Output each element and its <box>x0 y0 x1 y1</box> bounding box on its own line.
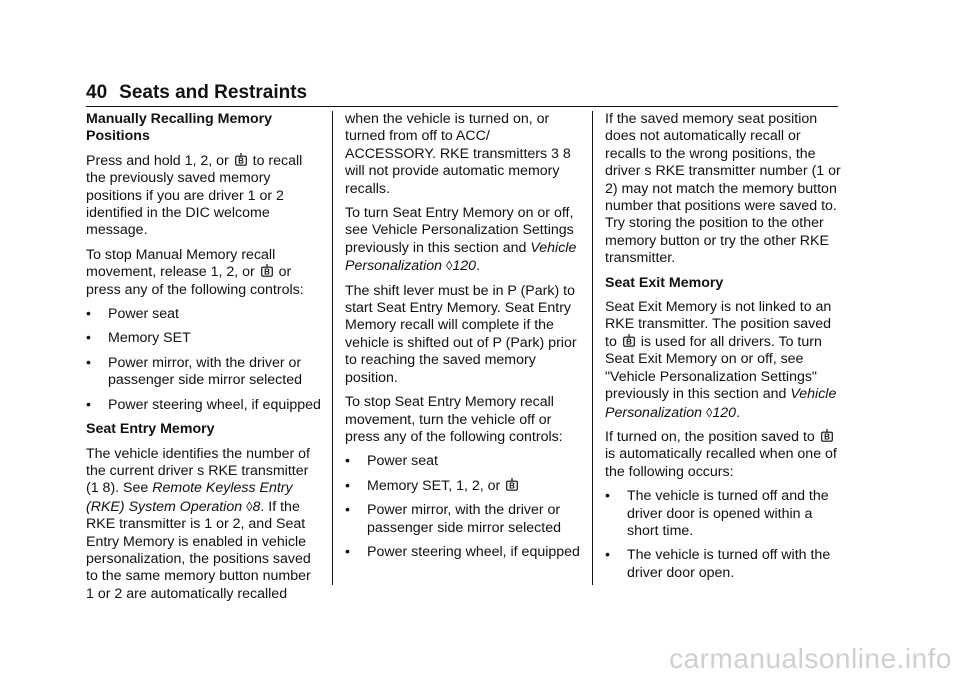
column-divider-2 <box>592 111 593 585</box>
paragraph <box>605 429 841 481</box>
bullet-dot: • <box>605 488 610 505</box>
list-item <box>605 547 841 582</box>
header-title <box>86 82 838 104</box>
svg-text:B: B <box>625 337 632 347</box>
paragraph: To stop Seat Entry Memory recall movement, turn the vehicle off or press any of the following controls: <box>345 394 563 445</box>
text: To stop Manual Memory recall movement, release 1, 2, or <box>86 246 276 281</box>
list-item-text: Power mirror, with the driver or passenger side mirror selected <box>367 502 561 536</box>
paragraph: The shift lever must be in P (Park) to start Seat Entry Memory. Seat Entry Memory recall will complete if the vehicle is shifted out of P (Park) prior to reaching the saved memory position. <box>345 282 577 386</box>
bullet-dot: • <box>86 306 91 323</box>
section-title: Seats and Restraints <box>119 82 308 103</box>
text: To turn Seat Entry Memory on or off, see Vehicle Personalization Settings previously in this section and <box>345 205 574 256</box>
svg-text:B: B <box>263 267 270 277</box>
page-number: 40 <box>86 82 108 103</box>
text: is used for all drivers. To turn Seat Exit Memory on or off, see "Vehicle Personalization Settings" previously in this section and <box>605 333 822 403</box>
list-item <box>345 544 583 561</box>
list-item <box>86 330 322 347</box>
page-reference[interactable]: 120 <box>712 404 737 421</box>
cross-reference-link[interactable]: Remote Keyless Entry (RKE) System Operation <box>86 480 293 515</box>
paragraph <box>86 247 322 299</box>
paragraph: when the vehicle is turned on, or turned from off to ACC/ ACCESSORY. RKE transmitters 3 8 will not provide automatic memory recalls. <box>345 111 571 197</box>
page-ref-arrow-icon: ◊ <box>705 404 713 420</box>
bullet-dot: • <box>86 330 91 347</box>
text: or press any of the following controls: <box>86 264 304 298</box>
paragraph: To turn Seat Entry Memory on or off, see Vehicle Personalization Settings previously in this section and Vehicle Personalization ◊120. <box>345 205 577 275</box>
text: to recall the previously saved memory positions if you are driver 1 or 2 identified in the DIC welcome message. <box>86 152 303 239</box>
list-item <box>86 306 322 323</box>
bullet-dot: • <box>345 543 350 560</box>
svg-text:B: B <box>823 432 830 442</box>
list-item <box>345 478 583 495</box>
text: Press and hold 1, 2, or <box>86 152 229 169</box>
text: The vehicle identifies the number of the current driver s RKE transmitter (1 8). See <box>86 445 310 497</box>
memory-b-button-icon <box>235 153 247 166</box>
list-item-text: The vehicle is turned off and the driver door is opened within a short time. <box>627 488 829 539</box>
list-item-text: Power seat <box>108 306 179 323</box>
memory-b-button-icon <box>623 334 635 347</box>
list-item <box>86 355 322 390</box>
page-ref-arrow-icon: ◊ <box>246 498 253 514</box>
heading-seat-entry-memory: Seat Entry Memory <box>86 421 215 438</box>
text: Seat Exit Memory is not linked to an RKE transmitter. The position saved to <box>605 299 832 350</box>
header-rule <box>86 106 838 107</box>
list-item <box>605 488 841 540</box>
svg-text:B: B <box>237 156 244 166</box>
list-item-text: The vehicle is turned off with the driver door open. <box>627 547 831 581</box>
cross-reference-link[interactable]: Vehicle Personalization <box>345 239 577 275</box>
list-item <box>345 453 583 470</box>
bullet-dot: • <box>86 396 91 413</box>
cross-reference-link[interactable]: Vehicle Personalization <box>605 386 837 421</box>
column-divider-1 <box>332 111 333 585</box>
watermark: carmanualsonline.info <box>669 643 952 674</box>
bullet-dot: • <box>345 477 350 494</box>
memory-b-button-icon <box>506 478 518 491</box>
list-item <box>345 502 583 537</box>
paragraph: If the saved memory seat position does not automatically recall or recalls to the wrong positions, the driver s RKE transmitter number (1 or 2) may not match the memory button number that positions were saved to. Try storing the position to the other memory button or try the other RKE transmitter. <box>605 111 841 267</box>
memory-b-button-icon <box>261 264 273 277</box>
list-item-text: Memory SET <box>108 330 191 347</box>
list-item-text: Memory SET, 1, 2, or <box>367 477 501 494</box>
text: If turned on, the position saved to <box>605 428 815 445</box>
memory-b-button-icon <box>821 429 833 442</box>
page-header <box>86 82 838 104</box>
page-reference[interactable]: 120 <box>452 258 477 275</box>
page-reference[interactable]: 8 <box>252 498 261 515</box>
paragraph <box>86 446 322 604</box>
list-item <box>86 397 322 414</box>
svg-text:B: B <box>509 481 516 491</box>
list-item-text: Power seat <box>367 453 438 470</box>
paragraph <box>86 153 322 240</box>
list-item-text: Power mirror, with the driver or passenger side mirror selected <box>108 354 302 389</box>
column-1 <box>86 111 322 610</box>
column-3 <box>605 111 841 589</box>
bullet-dot: • <box>345 502 350 519</box>
text: . If the RKE transmitter is 1 or 2, and Seat Entry Memory is enabled in vehicle personalization, the positions saved to the same memory button number 1 or 2 are automatically recalled <box>86 498 311 602</box>
bullet-dot: • <box>605 547 610 564</box>
list-item-text: Power steering wheel, if equipped <box>108 396 321 413</box>
heading-seat-exit-memory: Seat Exit Memory <box>605 274 724 291</box>
heading-manual-recall: Manually Recalling Memory Positions <box>86 111 273 145</box>
bullet-dot: • <box>345 453 350 470</box>
page-ref-arrow-icon: ◊ <box>445 258 453 274</box>
bullet-dot: • <box>86 354 91 371</box>
paragraph: Seat Exit Memory is not linked to an RKE transmitter. The position saved to B is used for all drivers. To turn Seat Exit Memory on or off, see "Vehicle Personalization Settings" previously in this section and Vehicle Personalization ◊120. <box>605 299 837 421</box>
text: is automatically recalled when one of the following occurs: <box>605 446 837 480</box>
column-2 <box>345 111 583 568</box>
list-item-text: Power steering wheel, if equipped <box>367 543 580 560</box>
